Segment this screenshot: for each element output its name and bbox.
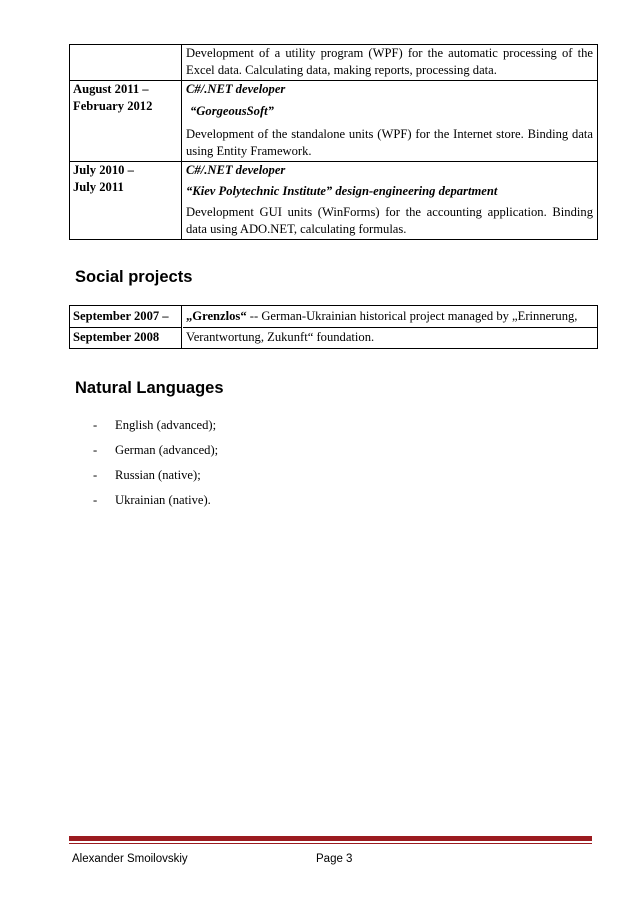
language-label: Ukrainian (native).	[115, 493, 211, 507]
language-list	[93, 417, 218, 517]
footer-rule-thick	[69, 836, 592, 841]
description-cell	[182, 162, 598, 240]
project-line-1	[183, 307, 597, 328]
footer-rule-thin	[69, 843, 592, 844]
language-label: English (advanced);	[115, 418, 217, 432]
section-heading-social-projects: Social projects	[75, 268, 193, 286]
description-cell	[182, 45, 598, 81]
bullet-dash: -	[93, 468, 98, 482]
list-item	[93, 467, 218, 492]
date-cell	[70, 162, 182, 240]
description-cell	[182, 306, 598, 349]
bullet-dash: -	[93, 418, 98, 432]
list-item	[93, 442, 218, 467]
bullet-dash: -	[93, 443, 98, 457]
social-projects-table	[69, 305, 598, 349]
footer-author-name: Alexander Smoilovskiy	[72, 853, 188, 865]
date-cell	[70, 45, 182, 81]
experience-table	[69, 44, 598, 240]
job-description: Development of a utility program (WPF) for the automatic processing of the Excel data. Calculating data, making reports, processing data.	[186, 46, 593, 77]
company-name: “Kiev Polytechnic Institute” design-engineering department	[186, 184, 498, 198]
table-row	[70, 81, 598, 162]
table-row	[70, 306, 598, 349]
language-label: German (advanced);	[115, 443, 219, 457]
table-row	[70, 162, 598, 240]
date-end: July 2011	[73, 180, 124, 194]
list-item	[93, 417, 218, 442]
language-label: Russian (native);	[115, 468, 201, 482]
date-cell	[70, 306, 182, 349]
project-text: -- German-Ukrainian historical project managed by „Erinnerung,	[246, 309, 578, 323]
date-end: September 2008	[73, 330, 160, 344]
description-cell	[182, 81, 598, 162]
date-start: July 2010 –	[73, 163, 134, 177]
footer-page-number: Page 3	[316, 853, 353, 865]
company-name: “GorgeousSoft”	[190, 104, 274, 118]
project-line-2: Verantwortung, Zukunft“ foundation.	[186, 330, 375, 344]
job-role: C#/.NET developer	[186, 82, 286, 96]
date-start: September 2007 –	[70, 307, 181, 328]
list-item	[93, 492, 218, 517]
job-description: Development of the standalone units (WPF) for the Internet store. Binding data using Entity Framework.	[186, 127, 593, 158]
project-name: „Grenzlos“	[186, 309, 247, 323]
job-role: C#/.NET developer	[186, 163, 286, 177]
job-description: Development GUI units (WinForms) for the accounting application. Binding data using ADO.NET, calculating formulas.	[186, 205, 593, 236]
bullet-dash: -	[93, 493, 98, 507]
date-start: August 2011 –	[73, 82, 149, 96]
section-heading-natural-languages: Natural Languages	[75, 379, 224, 397]
table-row	[70, 45, 598, 81]
date-end: February 2012	[73, 99, 153, 113]
date-cell	[70, 81, 182, 162]
